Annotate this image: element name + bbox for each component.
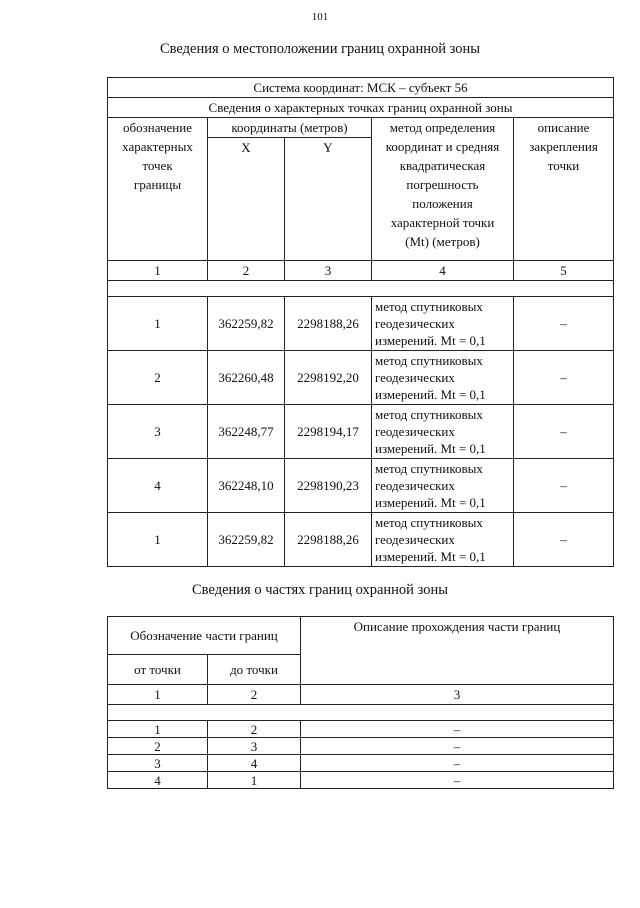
table-row bbox=[108, 351, 614, 405]
method-line: геодезических bbox=[375, 532, 455, 547]
point-description: – bbox=[514, 297, 614, 351]
column-number: 4 bbox=[372, 261, 514, 281]
header-designation-line: характерных bbox=[122, 139, 193, 154]
column-number: 1 bbox=[108, 261, 208, 281]
header-method-line: характерной точки bbox=[390, 215, 495, 230]
from-point: 1 bbox=[108, 721, 208, 738]
coord-x: 362260,48 bbox=[208, 351, 285, 405]
point-description: – bbox=[514, 351, 614, 405]
coord-y: 2298194,17 bbox=[285, 405, 372, 459]
part-description: – bbox=[301, 721, 614, 738]
method-line: измерений. Mt = 0,1 bbox=[375, 441, 486, 456]
header-coordinates: координаты (метров) bbox=[208, 118, 372, 138]
method-line: геодезических bbox=[375, 370, 455, 385]
method-line: измерений. Mt = 0,1 bbox=[375, 333, 486, 348]
table-row bbox=[108, 405, 614, 459]
method-line: геодезических bbox=[375, 316, 455, 331]
header-from-point: от точки bbox=[108, 655, 208, 685]
method-line: метод спутниковых bbox=[375, 407, 483, 422]
part-description: – bbox=[301, 738, 614, 755]
header-designation-line: границы bbox=[133, 177, 182, 192]
column-number: 3 bbox=[301, 685, 614, 705]
method-line: геодезических bbox=[375, 478, 455, 493]
coord-y: 2298190,23 bbox=[285, 459, 372, 513]
point-id: 1 bbox=[108, 297, 208, 351]
method-line: метод спутниковых bbox=[375, 299, 483, 314]
coord-y: 2298192,20 bbox=[285, 351, 372, 405]
point-description: – bbox=[514, 513, 614, 567]
header-method-line: квадратическая bbox=[399, 158, 486, 173]
header-method-line: погрешность bbox=[406, 177, 479, 192]
header-description-line: закрепления bbox=[529, 139, 598, 154]
method-line: геодезических bbox=[375, 424, 455, 439]
method-cell bbox=[372, 459, 514, 513]
point-description: – bbox=[514, 405, 614, 459]
coord-x: 362259,82 bbox=[208, 297, 285, 351]
coord-x: 362259,82 bbox=[208, 513, 285, 567]
table-row bbox=[108, 513, 614, 567]
header-part-designation: Обозначение части границ bbox=[108, 617, 301, 655]
header-description-line: точки bbox=[547, 158, 580, 173]
method-line: измерений. Mt = 0,1 bbox=[375, 387, 486, 402]
coord-y: 2298188,26 bbox=[285, 297, 372, 351]
header-method bbox=[372, 118, 514, 261]
point-description: – bbox=[514, 459, 614, 513]
method-cell bbox=[372, 297, 514, 351]
header-description bbox=[514, 118, 614, 261]
header-y: Y bbox=[285, 138, 372, 261]
to-point: 4 bbox=[208, 755, 301, 772]
part-description: – bbox=[301, 755, 614, 772]
empty-separator-row bbox=[108, 281, 614, 297]
from-point: 3 bbox=[108, 755, 208, 772]
point-id: 4 bbox=[108, 459, 208, 513]
header-part-description: Описание прохождения части границ bbox=[301, 617, 614, 685]
method-cell bbox=[372, 513, 514, 567]
header-to-point: до точки bbox=[208, 655, 301, 685]
column-number: 2 bbox=[208, 261, 285, 281]
section-title-parts: Сведения о частях границ охранной зоны bbox=[192, 582, 448, 598]
point-id: 3 bbox=[108, 405, 208, 459]
to-point: 1 bbox=[208, 772, 301, 789]
from-point: 4 bbox=[108, 772, 208, 789]
to-point: 2 bbox=[208, 721, 301, 738]
method-cell bbox=[372, 351, 514, 405]
header-method-line: положения bbox=[412, 196, 473, 211]
header-designation bbox=[108, 118, 208, 261]
method-line: метод спутниковых bbox=[375, 353, 483, 368]
column-number: 2 bbox=[208, 685, 301, 705]
header-method-line: (Mt) (метров) bbox=[405, 234, 480, 249]
method-line: метод спутниковых bbox=[375, 515, 483, 530]
coord-x: 362248,77 bbox=[208, 405, 285, 459]
table-row bbox=[108, 755, 614, 772]
section-title-boundaries: Сведения о местоположении границ охранной зоны bbox=[159, 41, 480, 57]
column-number: 3 bbox=[285, 261, 372, 281]
table-row bbox=[108, 297, 614, 351]
table-row bbox=[108, 772, 614, 789]
characteristic-points-table bbox=[107, 77, 614, 567]
column-number: 1 bbox=[108, 685, 208, 705]
method-line: метод спутниковых bbox=[375, 461, 483, 476]
header-method-line: метод определения bbox=[389, 120, 496, 135]
column-number: 5 bbox=[514, 261, 614, 281]
method-line: измерений. Mt = 0,1 bbox=[375, 495, 486, 510]
part-description: – bbox=[301, 772, 614, 789]
coordinate-system-row: Система координат: МСК – субъект 56 bbox=[108, 78, 614, 98]
point-id: 1 bbox=[108, 513, 208, 567]
empty-separator-row bbox=[108, 705, 614, 721]
points-info-row: Сведения о характерных точках границ охранной зоны bbox=[108, 98, 614, 118]
from-point: 2 bbox=[108, 738, 208, 755]
table-row bbox=[108, 721, 614, 738]
table-row bbox=[108, 738, 614, 755]
to-point: 3 bbox=[208, 738, 301, 755]
boundary-parts-table bbox=[107, 616, 614, 789]
method-cell bbox=[372, 405, 514, 459]
table-row bbox=[108, 459, 614, 513]
coord-x: 362248,10 bbox=[208, 459, 285, 513]
header-method-line: координат и средняя bbox=[385, 139, 500, 154]
header-designation-line: обозначение bbox=[123, 120, 192, 135]
page-number: 101 bbox=[311, 11, 329, 23]
method-line: измерений. Mt = 0,1 bbox=[375, 549, 486, 564]
coord-y: 2298188,26 bbox=[285, 513, 372, 567]
point-id: 2 bbox=[108, 351, 208, 405]
header-designation-line: точек bbox=[142, 158, 173, 173]
header-description-line: описание bbox=[537, 120, 590, 135]
header-x: X bbox=[208, 138, 285, 261]
